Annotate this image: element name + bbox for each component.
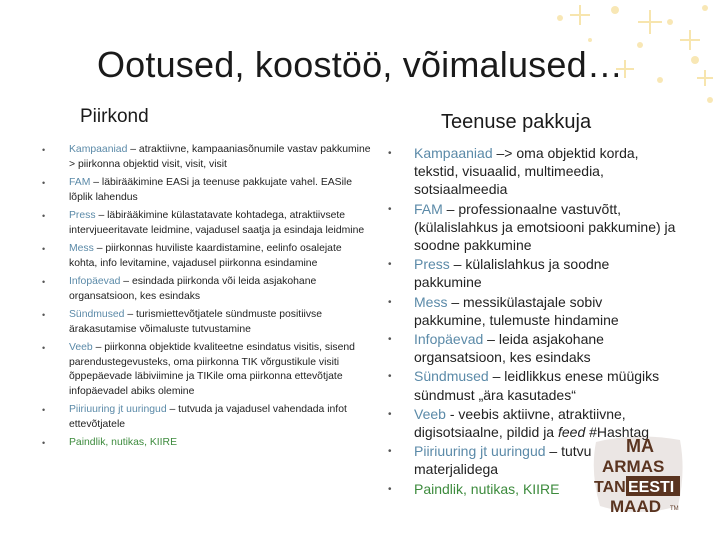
item-text: – läbirääkimine külastatavate kohtadega, atraktiivsete intervjueeritavate leidmine, vajadusel saatja ja esindaja leidmine [69, 210, 365, 236]
item-text: – leidlikkus enese müügiks sündmust „ära kasutades“ [414, 368, 660, 403]
list-item [42, 209, 372, 238]
list-item [42, 275, 372, 304]
logo-line-3b: EESTI [628, 479, 675, 496]
item-keyword: Infopäevad [414, 331, 484, 348]
item-text: - veebis aktiivne, atraktiivne, digisotsiaalne, pildid ja [414, 405, 626, 441]
item-text: – läbirääkimine EASi ja teenuse pakkujate vahel. EASile lõplik lahendus [69, 177, 353, 203]
item-keyword: Sündmused [69, 309, 125, 320]
item-keyword: Sündmused [414, 368, 489, 385]
list-item [42, 242, 372, 271]
item-keyword: Press [69, 210, 96, 221]
bullet: • [388, 203, 392, 215]
logo-line-2: ARMAS [602, 457, 665, 476]
item-text: – leida asjakohane organsatsioon, kes esindaks [414, 331, 604, 366]
item-text: – piirkonna objektide kvaliteetne esindatus visitis, sisend parendustegevusteks, oma piirkonna TIK võrgustikule visiti õppepäevade läbiviimine ja TIKile oma piirkonna ettevõtjate infopäevadel abiks olemine [69, 342, 355, 397]
item-text: – professionaalne vastuvõtt, (külalislahkus ja emotsiooni pakkumine) ja soodne pakkumine [414, 200, 676, 254]
list-item [42, 143, 372, 172]
slide-title: Ootused, koostöö, võimalused… [96, 44, 624, 85]
item-text: – turismiettevõtjatele sündmuste positiivse ärakasutamise võimaluste tutvustamine [69, 309, 322, 335]
logo-line-3a: TAN [594, 479, 626, 496]
item-keyword: Piiriuuring jt uuringud [69, 404, 167, 415]
bullet: • [42, 310, 46, 320]
bullet: • [388, 446, 392, 458]
item-keyword: Paindlik, nutikas, KIIRE [69, 437, 177, 448]
bullet: • [42, 145, 46, 155]
bullet: • [42, 211, 46, 221]
list-item [42, 436, 372, 451]
bullet: • [42, 405, 46, 415]
item-keyword: Paindlik, nutikas, KIIRE [414, 480, 560, 497]
bullet: • [388, 148, 392, 159]
list-item [42, 403, 372, 432]
list-item [388, 367, 676, 403]
list-item [388, 330, 676, 366]
item-keyword: Mess [69, 243, 94, 254]
list-item [42, 176, 372, 205]
left-column-heading: Piirkond [80, 106, 149, 127]
item-keyword: Kampaaniad [69, 144, 128, 155]
item-keyword: Mess [414, 293, 448, 310]
bullet: • [42, 343, 46, 353]
bullet: • [388, 296, 392, 308]
logo-line-4: MAAD [610, 497, 661, 516]
ma-armas-tan-eesti-maad-logo [586, 432, 690, 516]
item-keyword: Kampaaniad [414, 145, 493, 161]
item-text: – külalislahkus ja soodne pakkumine [414, 256, 610, 291]
list-item [388, 255, 676, 291]
item-text-italic: feed [557, 424, 586, 441]
item-text: – atraktiivne, kampaaniasõnumile vastav pakkumine > piirkonna objektid visit, visit, visit [69, 144, 371, 170]
bullet: • [42, 438, 46, 448]
item-keyword: Press [414, 256, 450, 273]
bullet: • [388, 371, 392, 383]
item-keyword: Piiriuuring jt uuringud [414, 443, 546, 460]
bullet: • [42, 178, 46, 188]
item-keyword: Veeb [414, 405, 446, 422]
right-column-heading: Teenuse pakkuja [441, 111, 592, 133]
item-keyword: Veeb [69, 342, 93, 353]
bullet: • [42, 244, 46, 254]
logo-tm: TM [670, 506, 679, 512]
item-keyword: Infopäevad [69, 276, 121, 287]
item-text-tail: #Hashtag [585, 424, 650, 441]
bullet: • [388, 259, 392, 271]
bullet: • [388, 334, 392, 346]
item-text: – messikülastajale sobiv pakkumine, tulemuste hindamine [414, 293, 619, 328]
list-item [388, 200, 676, 255]
bullet: • [388, 408, 392, 420]
list-item [388, 144, 676, 199]
list-item [388, 293, 676, 329]
item-keyword: FAM [69, 177, 91, 188]
item-text: –> oma objektid korda, tekstid, visuaalid, multimeedia, sotsiaalmeedia [414, 145, 639, 198]
left-bullet-list [42, 143, 372, 455]
item-text: – tutvuda ja vajadusel vahendada infot ettevõtjatele [69, 404, 347, 430]
list-item [42, 308, 372, 337]
logo-line-1: MA [626, 436, 654, 456]
bullet: • [388, 483, 392, 495]
item-keyword: FAM [414, 200, 443, 217]
item-text: – esindada piirkonda või leida asjakohane organsatsioon, kes esindaks [69, 276, 317, 302]
list-item [42, 341, 372, 399]
bullet: • [42, 277, 46, 287]
item-text: – tutvu materjalidega [414, 443, 592, 478]
item-text: – piirkonnas huviliste kaardistamine, eelinfo osalejate kohta, info levitamine, vajadusel piirkonna esindamine [69, 243, 342, 269]
